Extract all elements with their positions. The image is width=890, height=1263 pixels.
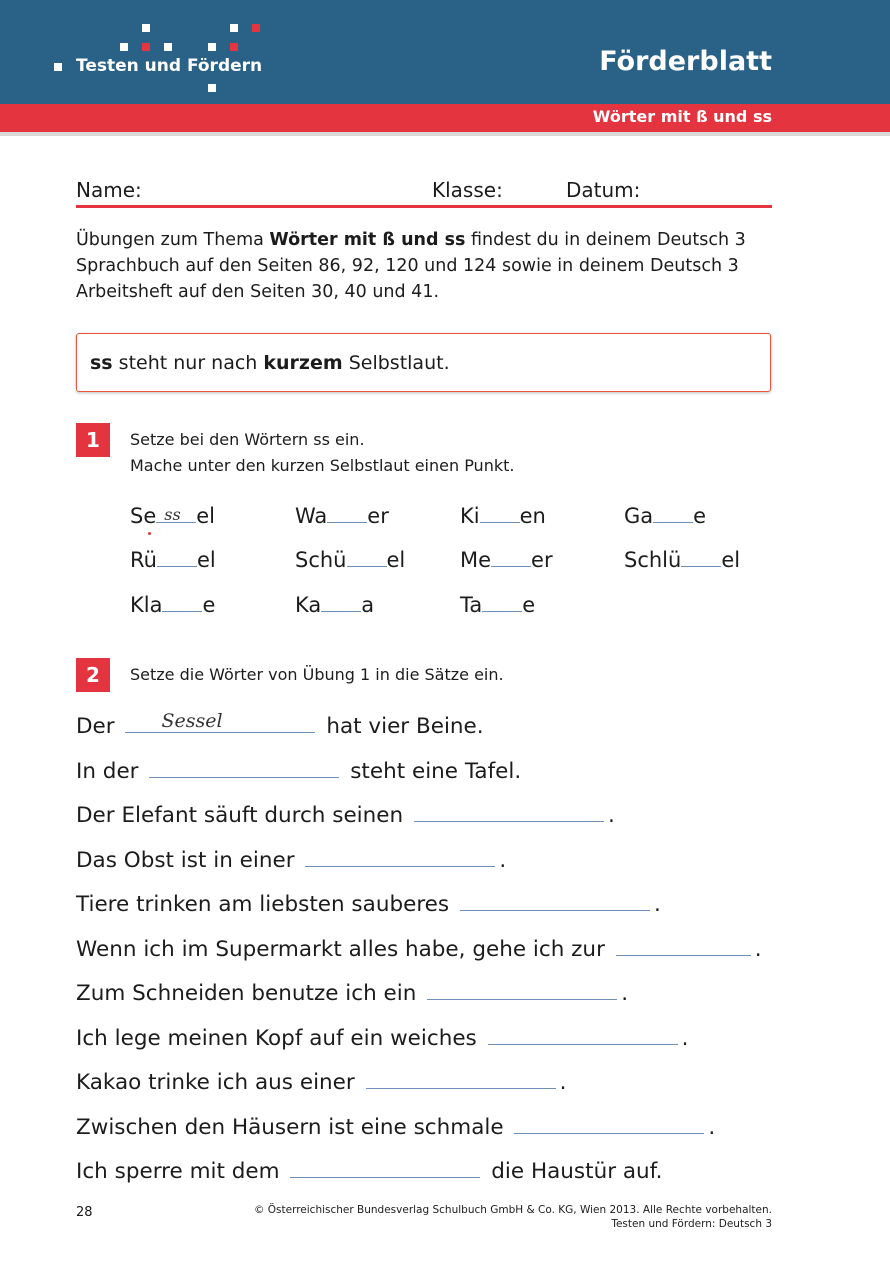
intro-topic-bold: Wörter mit ß und ss bbox=[269, 230, 466, 250]
word-blank[interactable] bbox=[321, 593, 361, 612]
sentence-blank[interactable] bbox=[414, 801, 604, 822]
strip-shadow bbox=[0, 132, 890, 136]
word-blank[interactable] bbox=[653, 504, 693, 523]
exercise-2-number: 2 bbox=[76, 658, 110, 692]
logo-square bbox=[230, 24, 238, 32]
sentence-blank[interactable] bbox=[514, 1113, 704, 1134]
word-item: Schü el bbox=[295, 548, 406, 572]
logo-square bbox=[208, 43, 216, 51]
intro-text bbox=[76, 227, 776, 305]
word-item: Ta e bbox=[460, 593, 536, 617]
exercise-1-number: 1 bbox=[76, 423, 110, 457]
short-vowel-dot bbox=[148, 532, 151, 535]
word-blank[interactable] bbox=[491, 548, 531, 567]
logo-square bbox=[120, 43, 128, 51]
sentence-row: Der Sessel hat vier Beine. bbox=[76, 710, 484, 739]
sentence-blank[interactable] bbox=[460, 890, 650, 911]
word-item: Rü el bbox=[130, 548, 216, 572]
word-blank[interactable] bbox=[681, 548, 721, 567]
sentence-blank[interactable] bbox=[305, 846, 495, 867]
handwritten-fill: Sessel bbox=[161, 710, 223, 732]
handwritten-fill: ss bbox=[164, 505, 181, 524]
sentence-blank[interactable] bbox=[125, 712, 315, 733]
logo-square bbox=[164, 43, 172, 51]
sentence-row: Tiere trinken am liebsten sauberes . bbox=[76, 892, 661, 917]
word-blank[interactable] bbox=[157, 548, 197, 567]
logo-square bbox=[208, 84, 216, 92]
word-item: Wa er bbox=[295, 504, 389, 528]
sentence-row: Zum Schneiden benutze ich ein . bbox=[76, 981, 629, 1006]
exercise-2-instruction: Setze die Wörter von Übung 1 in die Sätze ein. bbox=[130, 665, 504, 684]
sentence-row: Ich lege meinen Kopf auf ein weiches . bbox=[76, 1026, 689, 1051]
logo-square bbox=[142, 43, 150, 51]
date-label: Datum: bbox=[566, 178, 641, 202]
sentence-blank[interactable] bbox=[488, 1024, 678, 1045]
word-item: Se ss el bbox=[130, 504, 216, 528]
brand-name: Testen und Fördern bbox=[76, 56, 263, 76]
sheet-title: Förderblatt bbox=[599, 46, 772, 77]
class-label: Klasse: bbox=[432, 178, 503, 202]
word-blank[interactable] bbox=[480, 504, 520, 523]
word-item: Kla e bbox=[130, 593, 216, 617]
meta-underline bbox=[76, 205, 772, 208]
logo-square bbox=[142, 24, 150, 32]
series-line: Testen und Fördern: Deutsch 3 bbox=[611, 1218, 772, 1230]
sentence-row: Wenn ich im Supermarkt alles habe, gehe ich zur . bbox=[76, 937, 762, 962]
rule-end: Selbstlaut. bbox=[342, 352, 450, 374]
word-item: Ka a bbox=[295, 593, 375, 617]
exercise-1-instruction-2: Mache unter den kurzen Selbstlaut einen Punkt. bbox=[130, 456, 515, 475]
rule-bold-kurzem: kurzem bbox=[263, 352, 343, 374]
rule-bold-ss: ss bbox=[90, 352, 113, 374]
word-blank[interactable] bbox=[482, 593, 522, 612]
sentence-blank[interactable] bbox=[616, 935, 751, 956]
rule-text bbox=[90, 352, 450, 374]
sheet-topic: Wörter mit ß und ss bbox=[592, 107, 772, 126]
sentence-row: Das Obst ist in einer . bbox=[76, 848, 507, 873]
sentence-row: Zwischen den Häusern ist eine schmale . bbox=[76, 1115, 716, 1140]
page-number: 28 bbox=[76, 1205, 93, 1220]
logo-square bbox=[54, 63, 62, 71]
sentence-blank[interactable] bbox=[366, 1068, 556, 1089]
name-label: Name: bbox=[76, 178, 142, 202]
word-blank[interactable] bbox=[156, 504, 196, 523]
logo-square bbox=[252, 24, 260, 32]
logo-square bbox=[230, 43, 238, 51]
intro-part2: findest du in deinem Deutsch 3 Sprachbuch auf den Seiten 86, 92, 120 und 124 sowie in deinem Deutsch 3 Arbeitsheft auf den Seiten 30, 40 und 41. bbox=[76, 230, 746, 302]
intro-part1: Übungen zum Thema bbox=[76, 230, 270, 250]
sentence-row: Der Elefant säuft durch seinen . bbox=[76, 803, 615, 828]
sentence-blank[interactable] bbox=[427, 979, 617, 1000]
word-item: Me er bbox=[460, 548, 553, 572]
sentence-blank[interactable] bbox=[290, 1157, 480, 1178]
word-item: Ki en bbox=[460, 504, 546, 528]
copyright-notice bbox=[254, 1203, 772, 1231]
word-blank[interactable] bbox=[327, 504, 367, 523]
word-item: Schlü el bbox=[624, 548, 741, 572]
copyright-line: © Österreichischer Bundesverlag Schulbuch GmbH & Co. KG, Wien 2013. Alle Rechte vorbehalten. bbox=[253, 1204, 772, 1216]
sentence-blank[interactable] bbox=[149, 757, 339, 778]
exercise-1-instruction-1: Setze bei den Wörtern ss ein. bbox=[130, 430, 365, 449]
word-blank[interactable] bbox=[162, 593, 202, 612]
sentence-row: Kakao trinke ich aus einer . bbox=[76, 1070, 567, 1095]
word-item: Ga e bbox=[624, 504, 707, 528]
sentence-row: Ich sperre mit dem die Haustür auf. bbox=[76, 1159, 663, 1184]
word-blank[interactable] bbox=[347, 548, 387, 567]
rule-box bbox=[76, 333, 771, 392]
rule-mid: steht nur nach bbox=[112, 352, 264, 374]
sentence-row: In der steht eine Tafel. bbox=[76, 759, 522, 784]
